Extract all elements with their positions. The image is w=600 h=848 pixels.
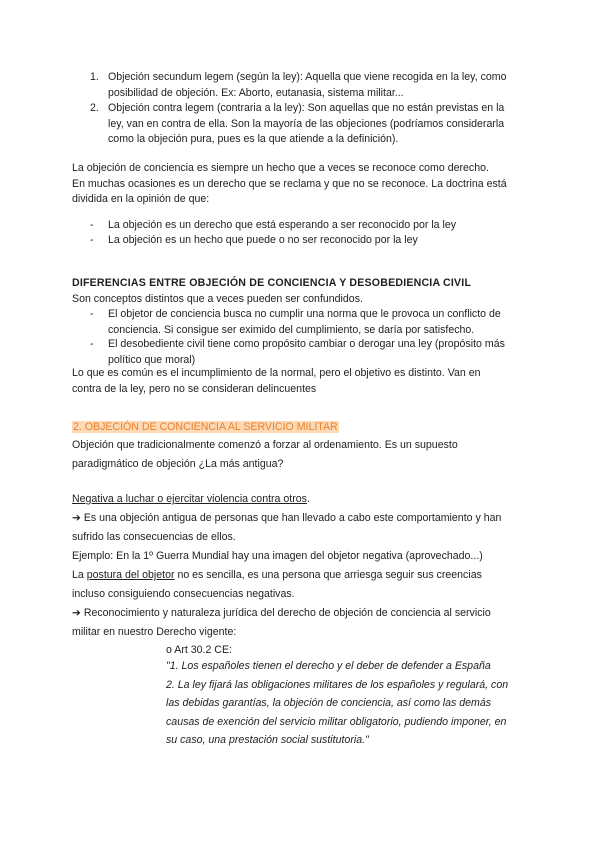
quote-line: "1. Los españoles tienen el derecho y el deber de defender a España <box>166 660 491 672</box>
dash-marker: - <box>90 308 94 320</box>
constitution-quote <box>166 657 546 750</box>
arrow-line: sufrido las consecuencias de ellos. <box>72 531 236 543</box>
punctuation: . <box>306 493 310 505</box>
paragraph-line: dividida en la opinión de que: <box>72 193 210 205</box>
section-title-highlighted: 2. OBJECIÓN DE CONCIENCIA AL SERVICIO MILITAR <box>73 421 338 433</box>
underlined-text: postura del objetor <box>86 569 175 581</box>
subheading <box>72 492 532 508</box>
list-text-line: Objeción secundum legem (según la ley): Aquella que viene recogida en la ley, como <box>108 71 507 83</box>
example-line: Ejemplo: En la 1º Guerra Mundial hay una imagen del objetor negativa (aprovechado...) <box>72 550 483 562</box>
underlined-subheading: Negativa a luchar o ejercitar violencia contra otros <box>72 493 307 505</box>
article-label: o Art 30.2 CE: <box>166 644 232 656</box>
arrow-line: ➔ Reconocimiento y naturaleza jurídica del derecho de objeción de conciencia al servicio <box>72 607 491 619</box>
dash-text: La objeción es un hecho que puede o no ser reconocido por la ley <box>108 234 418 246</box>
section-heading: DIFERENCIAS ENTRE OBJECIÓN DE CONCIENCIA Y DESOBEDIENCIA CIVIL <box>72 277 472 289</box>
paragraph-line: contra de la ley, pero no se consideran delincuentes <box>72 382 317 395</box>
text-span: no es sencilla, es una persona que arriesga seguir sus creencias <box>174 569 482 581</box>
list-number: 2. <box>90 102 99 114</box>
paragraph-line: paradigmático de objeción ¿La más antigua? <box>72 458 284 470</box>
postura-line <box>72 566 532 585</box>
paragraph <box>72 436 532 474</box>
paragraph-line: En muchas ocasiones es un derecho que se reclama y que no se reconoce. La doctrina está <box>72 177 507 190</box>
dash-text: La objeción es un derecho que está esperando a ser reconocido por la ley <box>108 219 457 231</box>
dash-marker: - <box>90 234 94 246</box>
paragraph-line: La objeción de conciencia es siempre un hecho que a veces se reconoce como derecho. <box>72 162 489 174</box>
quote-line: 2. La ley fijará las obligaciones militares de los españoles y regulará, con <box>166 678 509 691</box>
arrow-line: militar en nuestro Derecho vigente: <box>72 626 237 638</box>
arrow-line: ➔ Es una objeción antigua de personas que han llevado a cabo este comportamiento y han <box>72 512 502 524</box>
list-text-line: Objeción contra legem (contraria a la ley): Son aquellas que no están previstas en la <box>108 102 505 114</box>
paragraph <box>72 161 532 208</box>
dash-marker: - <box>90 338 94 350</box>
intro-text: Son conceptos distintos que a veces pueden ser confundidos. <box>72 293 363 305</box>
list-text-line: ley, van en contra de ella. Son la mayoría de las objeciones (podríamos considerarla <box>108 117 505 130</box>
arrow-paragraph <box>72 509 532 642</box>
quote-line: las debidas garantías, la objeción de conciencia, así como las demás <box>166 697 492 710</box>
text-span: La <box>72 569 87 581</box>
quote-line: su caso, una prestación social sustitutoria." <box>166 734 369 747</box>
dash-text-line: político que moral) <box>108 353 196 366</box>
dash-text-line: El desobediente civil tiene como propósito cambiar o derogar una ley (propósito más <box>108 338 505 350</box>
paragraph <box>72 366 532 397</box>
dash-text-line: El objetor de conciencia busca no cumplir una norma que le provoca un conflicto de <box>108 308 501 320</box>
dash-marker: - <box>90 219 94 231</box>
list-text-line: como la objeción pura, pues es la que atiende a la definición). <box>108 133 399 145</box>
list-number: 1. <box>90 71 99 83</box>
paragraph-line: Lo que es común es el incumplimiento de la normal, pero el objetivo es distinto. Van en <box>72 367 481 379</box>
dash-text-line: conciencia. Si consigue ser eximido del cumplimiento, se daría por satisfecho. <box>108 323 475 336</box>
paragraph-line: incluso consiguiendo consecuencias negativas. <box>72 588 295 600</box>
list-text-line: posibilidad de objeción. Ex: Aborto, eutanasia, sistema militar... <box>108 86 404 99</box>
paragraph-line: Objeción que tradicionalmente comenzó a forzar al ordenamiento. Es un supuesto <box>72 439 458 451</box>
quote-line: causas de exención del servicio militar obligatorio, pudiendo imponer, en <box>166 715 507 728</box>
